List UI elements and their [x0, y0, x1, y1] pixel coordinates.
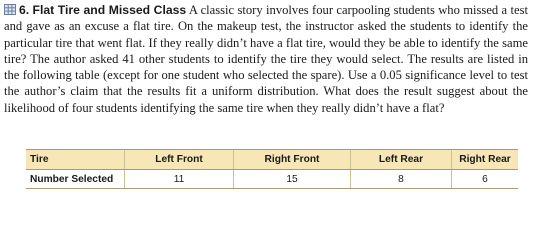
column-header: Right Rear: [452, 150, 519, 170]
table-cell: 11: [125, 170, 234, 189]
column-header: Right Front: [234, 150, 351, 170]
column-header: Tire: [26, 150, 125, 170]
table-row: [26, 170, 518, 189]
table-cell: 15: [234, 170, 351, 189]
tire-selection-table: [26, 149, 518, 189]
table-cell: 6: [452, 170, 519, 189]
table-header-row: [26, 150, 518, 170]
exercise-body: A classic story involves four carpooling students who missed a test and gave as an excuse a flat tire. On the makeup test, the instructor asked the students to identify the particular tire that went flat. If they really didn’t have a flat tire, would they be able to identify the same tire? The author asked 41 other students to identify the tire they would select. The results are listed in the following table (except for one student who selected the spare). Use a 0.05 significance level to test the author’s claim that the results fit a uniform distribution. What does the result suggest about the likelihood of four students identifying the same tire when they really didn’t have a flat?: [4, 3, 528, 115]
column-header: Left Rear: [351, 150, 452, 170]
table-cell: 8: [351, 170, 452, 189]
exercise-title: Flat Tire and Missed Class: [32, 3, 187, 17]
data-set-icon: [4, 3, 16, 14]
exercise-paragraph: [4, 2, 528, 116]
row-label: Number Selected: [26, 170, 125, 189]
exercise-number: 6.: [19, 3, 30, 17]
column-header: Left Front: [125, 150, 234, 170]
